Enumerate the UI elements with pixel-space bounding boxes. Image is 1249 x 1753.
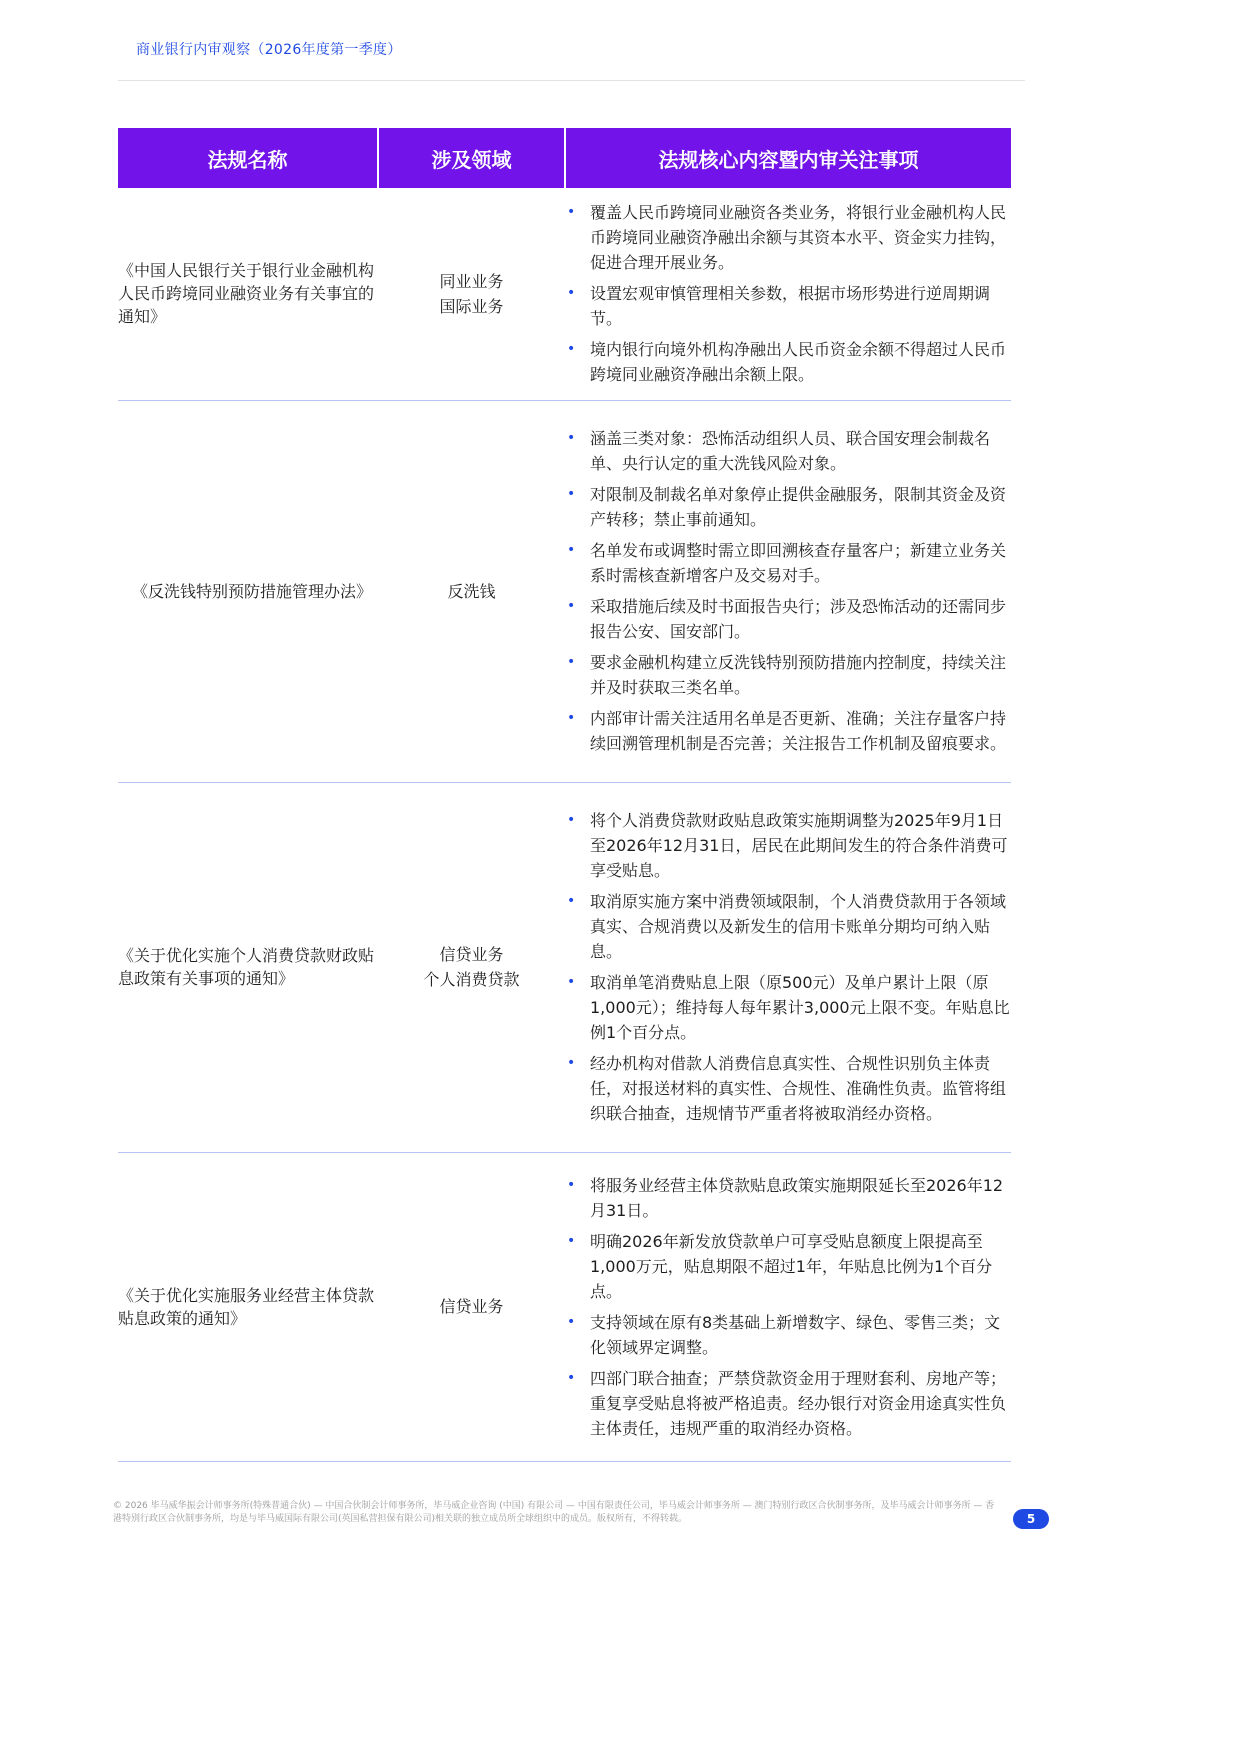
column-header-domain: 涉及领域 [378, 128, 565, 188]
table-row [118, 782, 1011, 1152]
regulation-name: 《反洗钱特别预防措施管理办法》 [118, 400, 378, 782]
table-row [118, 1152, 1011, 1461]
domain-label: 同业业务 [439, 271, 504, 291]
bullet-point: • 经办机构对借款人消费信息真实性、合规性识别负主体责任，对报送材料的真实性、合规性、准确性负责。监管将组织联合抽查，违规情节严重者将被取消经办资格。 [565, 1051, 1011, 1126]
regulations-table [118, 128, 1011, 1462]
bullet-point: • 涵盖三类对象：恐怖活动组织人员、联合国安理会制裁名单、央行认定的重大洗钱风险对象。 [565, 426, 1011, 476]
bullet-point: • 采取措施后续及时书面报告央行；涉及恐怖活动的还需同步报告公安、国安部门。 [565, 594, 1011, 644]
regulation-domain [378, 400, 565, 782]
regulation-points [565, 400, 1011, 782]
regulation-name: 《中国人民银行关于银行业金融机构人民币跨境同业融资业务有关事宜的通知》 [118, 188, 378, 400]
regulation-points [565, 188, 1011, 400]
domain-label: 信贷业务 [439, 945, 504, 964]
domain-label: 反洗钱 [447, 581, 496, 601]
bullet-point: • 将服务业经营主体贷款贴息政策实施期限延长至2026年12月31日。 [565, 1173, 1011, 1223]
domain-label: 国际业务 [439, 296, 504, 316]
column-header-name: 法规名称 [118, 128, 378, 188]
bullet-point: • 支持领域在原有8类基础上新增数字、绿色、零售三类；文化领域界定调整。 [565, 1310, 1011, 1360]
regulation-name: 《关于优化实施服务业经营主体贷款贴息政策的通知》 [118, 1152, 378, 1461]
regulation-name: 《关于优化实施个人消费贷款财政贴息政策有关事项的通知》 [118, 782, 378, 1152]
document-header-title: 商业银行内审观察（2026年度第一季度） [136, 42, 402, 58]
regulation-points [565, 782, 1011, 1152]
header-divider [118, 80, 1025, 81]
column-header-points: 法规核心内容暨内审关注事项 [565, 128, 1011, 188]
bullet-point: • 内部审计需关注适用名单是否更新、准确；关注存量客户持续回溯管理机制是否完善；关注报告工作机制及留痕要求。 [565, 706, 1011, 756]
table-header-row [118, 128, 1011, 188]
domain-label: 信贷业务 [439, 1297, 504, 1316]
bullet-point: • 明确2026年新发放贷款单户可享受贴息额度上限提高至1,000万元，贴息期限不超过1年，年贴息比例为1个百分点。 [565, 1229, 1011, 1304]
table-row [118, 400, 1011, 782]
bullet-point: • 四部门联合抽查；严禁贷款资金用于理财套利、房地产等；重复享受贴息将被严格追责。经办银行对资金用途真实性负主体责任，违规严重的取消经办资格。 [565, 1366, 1011, 1441]
bullet-point: • 境内银行向境外机构净融出人民币资金余额不得超过人民币跨境同业融资净融出余额上限。 [565, 337, 1011, 387]
bullet-point: • 将个人消费贷款财政贴息政策实施期调整为2025年9月1日至2026年12月31日，居民在此期间发生的符合条件消费可享受贴息。 [565, 808, 1011, 883]
regulation-domain [378, 782, 565, 1152]
bullet-point: • 取消单笔消费贴息上限（原500元）及单户累计上限（原1,000元）；维持每人每年累计3,000元上限不变。年贴息比例1个百分点。 [565, 970, 1011, 1045]
bullet-point: • 名单发布或调整时需立即回溯核查存量客户；新建立业务关系时需核查新增客户及交易对手。 [565, 538, 1011, 588]
bullet-point: • 要求金融机构建立反洗钱特别预防措施内控制度，持续关注并及时获取三类名单。 [565, 650, 1011, 700]
table-row [118, 188, 1011, 400]
regulation-domain [378, 1152, 565, 1461]
bullet-point: • 取消原实施方案中消费领域限制，个人消费贷款用于各领域真实、合规消费以及新发生的信用卡账单分期均可纳入贴息。 [565, 889, 1011, 964]
regulation-domain [378, 188, 565, 400]
regulation-points [565, 1152, 1011, 1461]
bullet-point: • 对限制及制裁名单对象停止提供金融服务，限制其资金及资产转移；禁止事前通知。 [565, 482, 1011, 532]
copyright-disclaimer: © 2026 毕马威华振会计师事务所(特殊普通合伙) — 中国合伙制会计师事务所，毕马威企业咨询 (中国) 有限公司 — 中国有限责任公司，毕马威会计师事务所 — 澳门特别行政区合伙制事务所，及毕马威会计师事务所 — 香港特别行政区合伙制事务所，均是与毕马威国际有限公司(英国私营担保有限公司)相关联的独立成员所全球组织中的成员。版权所有，不得转载。 [113, 1501, 995, 1524]
bullet-point: • 覆盖人民币跨境同业融资各类业务，将银行业金融机构人民币跨境同业融资净融出余额与其资本水平、资金实力挂钩，促进合理开展业务。 [565, 200, 1011, 275]
bullet-point: • 设置宏观审慎管理相关参数，根据市场形势进行逆周期调节。 [565, 281, 1011, 331]
page-number-badge: 5 [1013, 1509, 1049, 1529]
domain-label: 个人消费贷款 [423, 970, 520, 989]
